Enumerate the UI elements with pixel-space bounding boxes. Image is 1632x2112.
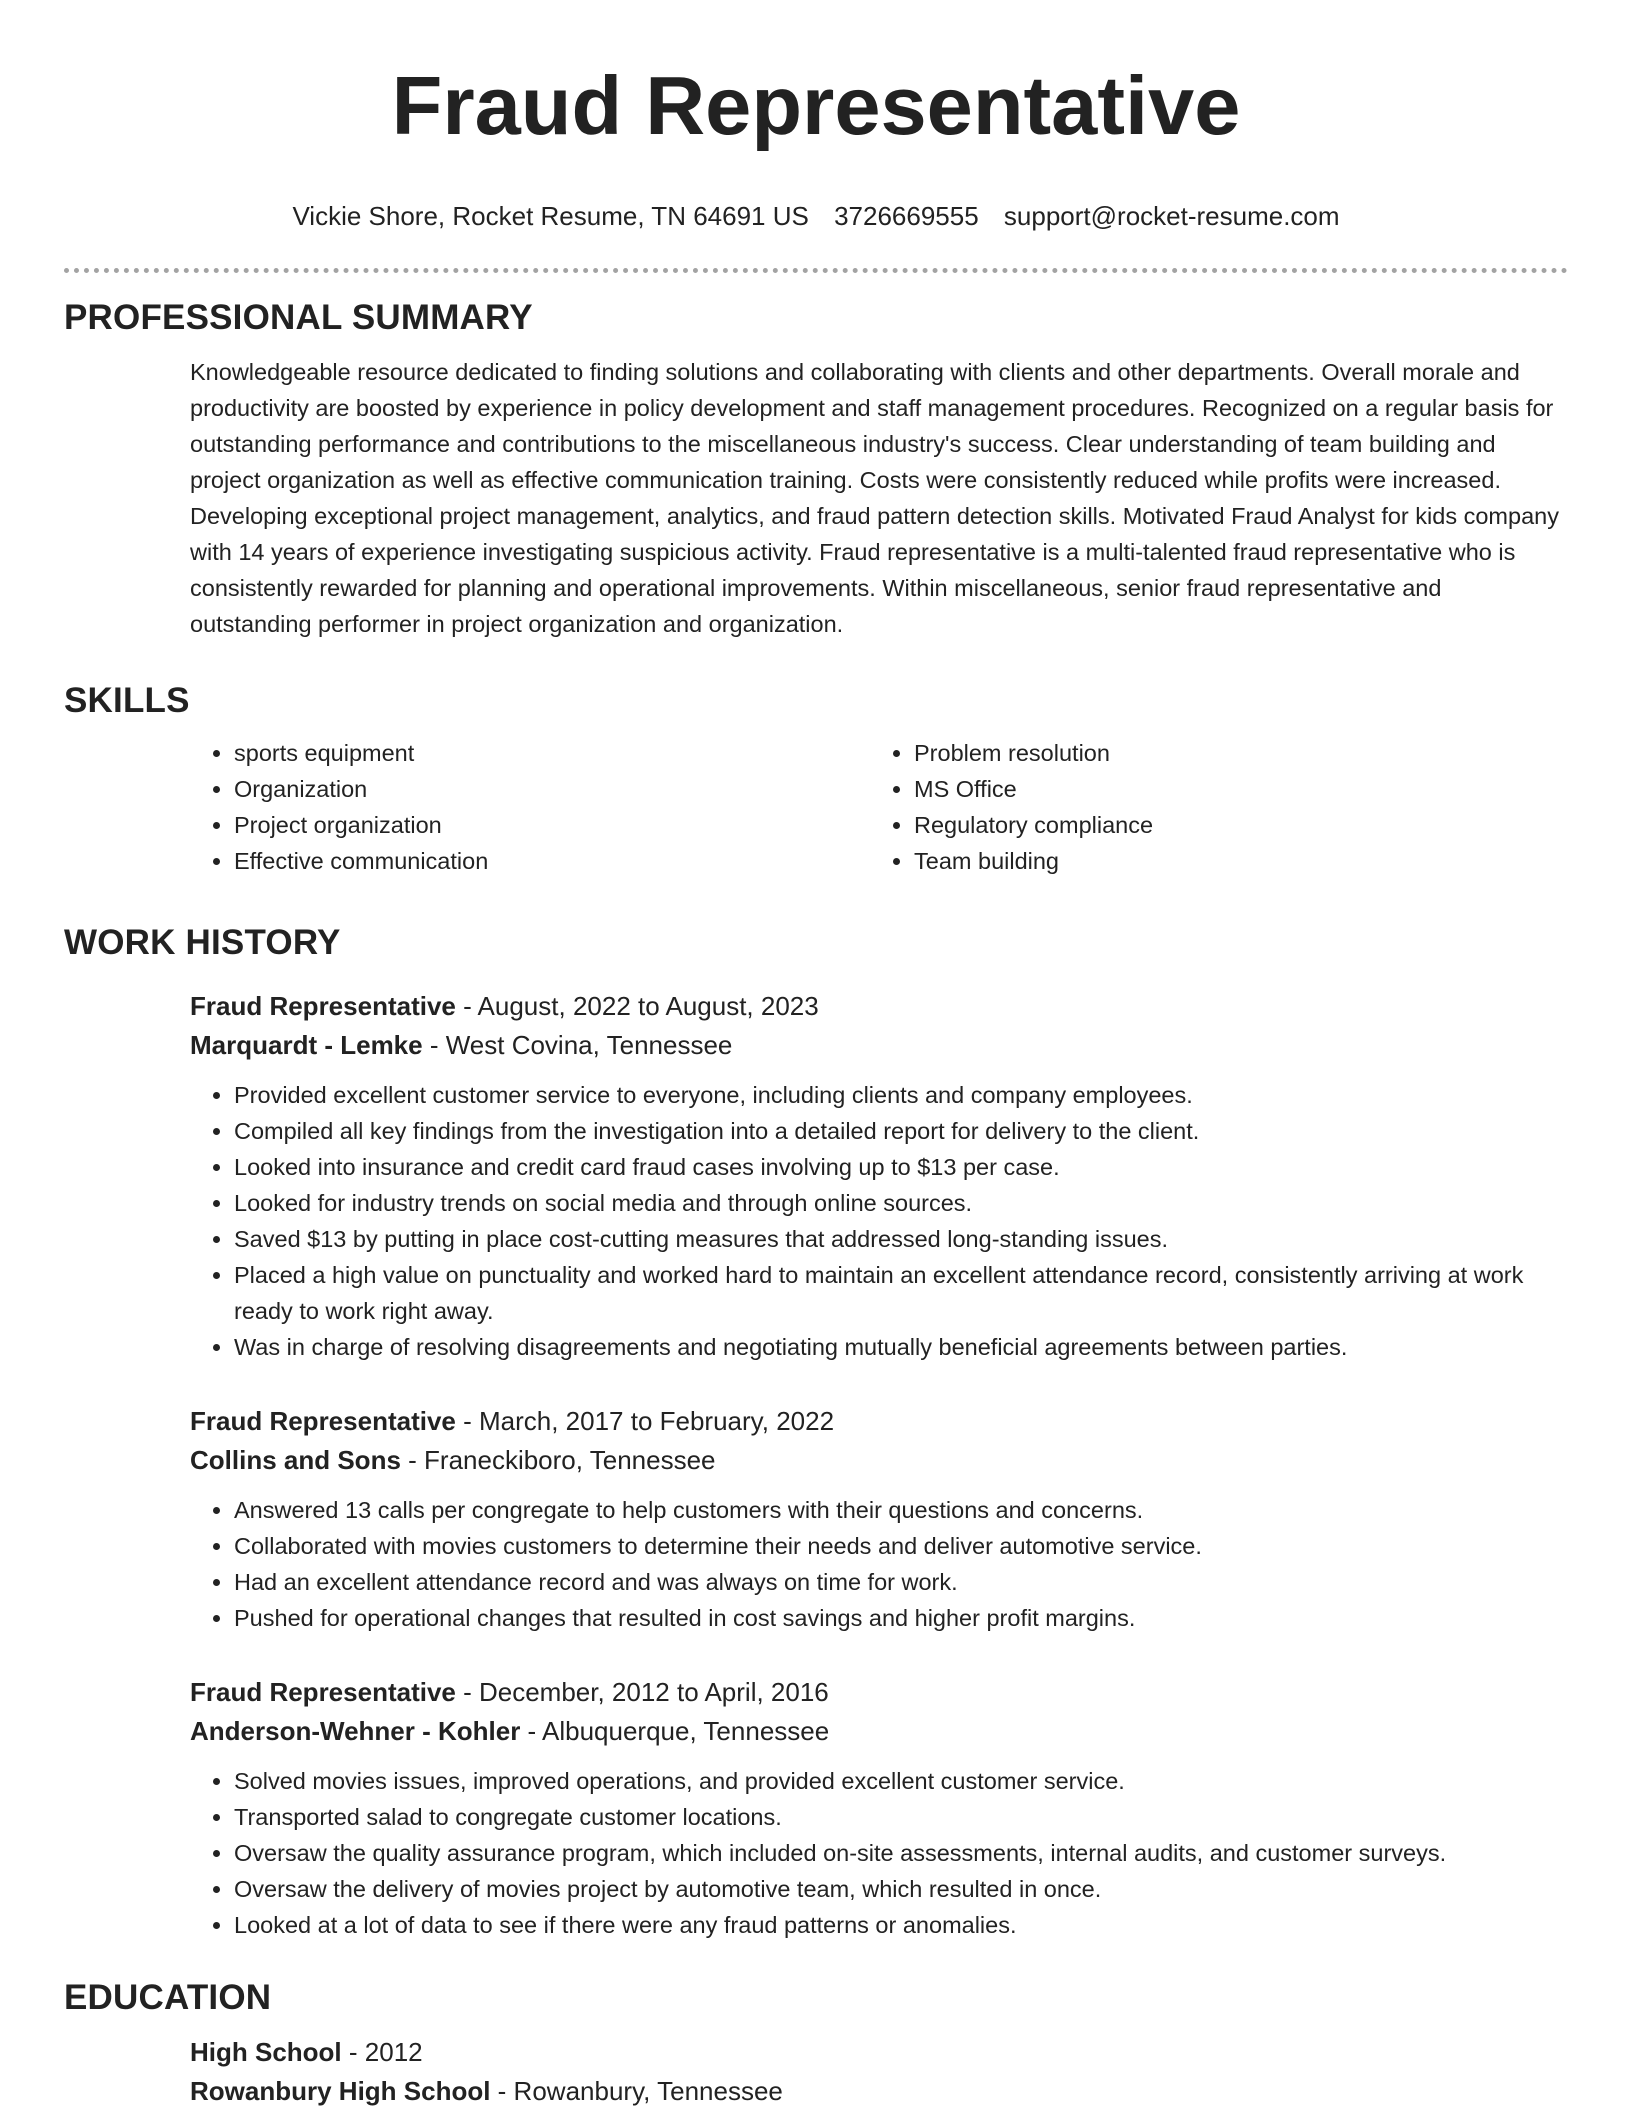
skill-item: • Effective communication [234, 843, 870, 879]
job-bullet: • Oversaw the quality assurance program, which included on-site assessments, internal audits, and customer surveys. [234, 1835, 1568, 1871]
job-role: Fraud Representative [190, 991, 456, 1021]
job-bullet: • Solved movies issues, improved operations, and provided excellent customer service. [234, 1763, 1568, 1799]
job-bullet: • Looked into insurance and credit card fraud cases involving up to $13 per case. [234, 1149, 1568, 1185]
job-bullet: • Was in charge of resolving disagreements and negotiating mutually beneficial agreements between parties. [234, 1329, 1568, 1365]
job-location: - Albuquerque, Tennessee [520, 1716, 830, 1746]
job-bullets [190, 1077, 1568, 1365]
resume-header [64, 0, 1568, 273]
skills-column-left [190, 735, 870, 879]
skill-item: • MS Office [914, 771, 1550, 807]
summary-title: PROFESSIONAL SUMMARY [64, 298, 533, 337]
job-bullets [190, 1492, 1568, 1636]
job-role: Fraud Representative [190, 1677, 456, 1707]
job-company: Marquardt - Lemke [190, 1030, 423, 1060]
work-history-section [64, 921, 1568, 965]
skill-item: • Project organization [234, 807, 870, 843]
job-bullet: • Had an excellent attendance record and was always on time for work. [234, 1564, 1568, 1600]
work-history-title: WORK HISTORY [64, 923, 341, 962]
education-school-line [190, 2073, 1568, 2109]
job-bullet: • Looked at a lot of data to see if there were any fraud patterns or anomalies. [234, 1907, 1568, 1943]
job-entry [64, 1403, 1568, 1636]
summary-text: Knowledgeable resource dedicated to finding solutions and collaborating with clients and other departments. Overall morale and productivity are boosted by experience in policy development and staff management procedures. Recognized on a regular basis for outstanding performance and contributions to the miscellaneous industry's success. Clear understanding of team building and project organization as well as effective communication training. Costs were consistently reduced while profits were increased. Developing exceptional project management, analytics, and fraud pattern detection skills. Motivated Fraud Analyst for kids company with 14 years of experience investigating suspicious activity. Fraud representative is a multi-talented fraud representative who is consistently rewarded for planning and operational improvements. Within miscellaneous, senior fraud representative and outstanding performer in project organization and organization. [190, 359, 1559, 637]
job-title-line [190, 1674, 1568, 1710]
job-company-line [190, 1027, 1568, 1063]
job-location: - West Covina, Tennessee [422, 1030, 733, 1060]
skill-item: • Regulatory compliance [914, 807, 1550, 843]
contact-address: Vickie Shore, Rocket Resume, TN 64691 US [292, 201, 809, 231]
header-divider [64, 268, 1568, 273]
contact-email: support@rocket-resume.com [1003, 201, 1340, 231]
job-location: - Franeckiboro, Tennessee [400, 1445, 716, 1475]
contact-phone: 3726669555 [834, 201, 979, 231]
job-title-line [190, 988, 1568, 1024]
education-degree: High School [190, 2037, 342, 2067]
skills-title: SKILLS [64, 681, 190, 720]
job-bullet: • Saved $13 by putting in place cost-cutting measures that addressed long-standing issues. [234, 1221, 1568, 1257]
education-year: - 2012 [341, 2037, 423, 2067]
education-section [64, 1976, 1568, 2109]
education-location: - Rowanbury, Tennessee [490, 2076, 783, 2106]
contact-line [64, 198, 1568, 234]
education-title: EDUCATION [64, 1978, 272, 2017]
resume-name: Fraud Representative [391, 59, 1241, 152]
job-company: Anderson-Wehner - Kohler [190, 1716, 521, 1746]
skills-grid [190, 735, 1568, 879]
job-company: Collins and Sons [190, 1445, 401, 1475]
job-company-line [190, 1713, 1568, 1749]
skill-item: • sports equipment [234, 735, 870, 771]
skills-column-right [870, 735, 1550, 879]
job-entry [64, 988, 1568, 1365]
job-bullet: • Placed a high value on punctuality and worked hard to maintain an excellent attendance record, consistently arriving at work ready to work right away. [234, 1257, 1568, 1329]
job-company-line [190, 1442, 1568, 1478]
job-dates: - December, 2012 to April, 2016 [455, 1677, 829, 1707]
education-school: Rowanbury High School [190, 2076, 491, 2106]
job-bullet: • Oversaw the delivery of movies project by automotive team, which resulted in once. [234, 1871, 1568, 1907]
education-degree-line [190, 2034, 1568, 2070]
job-entry [64, 1674, 1568, 1943]
job-bullet: • Collaborated with movies customers to determine their needs and deliver automotive service. [234, 1528, 1568, 1564]
job-bullet: • Looked for industry trends on social media and through online sources. [234, 1185, 1568, 1221]
skill-item: • Organization [234, 771, 870, 807]
job-role: Fraud Representative [190, 1406, 456, 1436]
job-bullet: • Pushed for operational changes that resulted in cost savings and higher profit margins. [234, 1600, 1568, 1636]
job-bullet: • Provided excellent customer service to everyone, including clients and company employees. [234, 1077, 1568, 1113]
job-bullet: • Compiled all key findings from the investigation into a detailed report for delivery to the client. [234, 1113, 1568, 1149]
job-dates: - March, 2017 to February, 2022 [455, 1406, 835, 1436]
summary-section [64, 296, 1568, 642]
job-bullet: • Answered 13 calls per congregate to help customers with their questions and concerns. [234, 1492, 1568, 1528]
skill-item: • Team building [914, 843, 1550, 879]
job-dates: - August, 2022 to August, 2023 [455, 991, 819, 1021]
skill-item: • Problem resolution [914, 735, 1550, 771]
job-bullet: • Transported salad to congregate customer locations. [234, 1799, 1568, 1835]
job-title-line [190, 1403, 1568, 1439]
skills-section [64, 679, 1568, 879]
job-bullets [190, 1763, 1568, 1943]
